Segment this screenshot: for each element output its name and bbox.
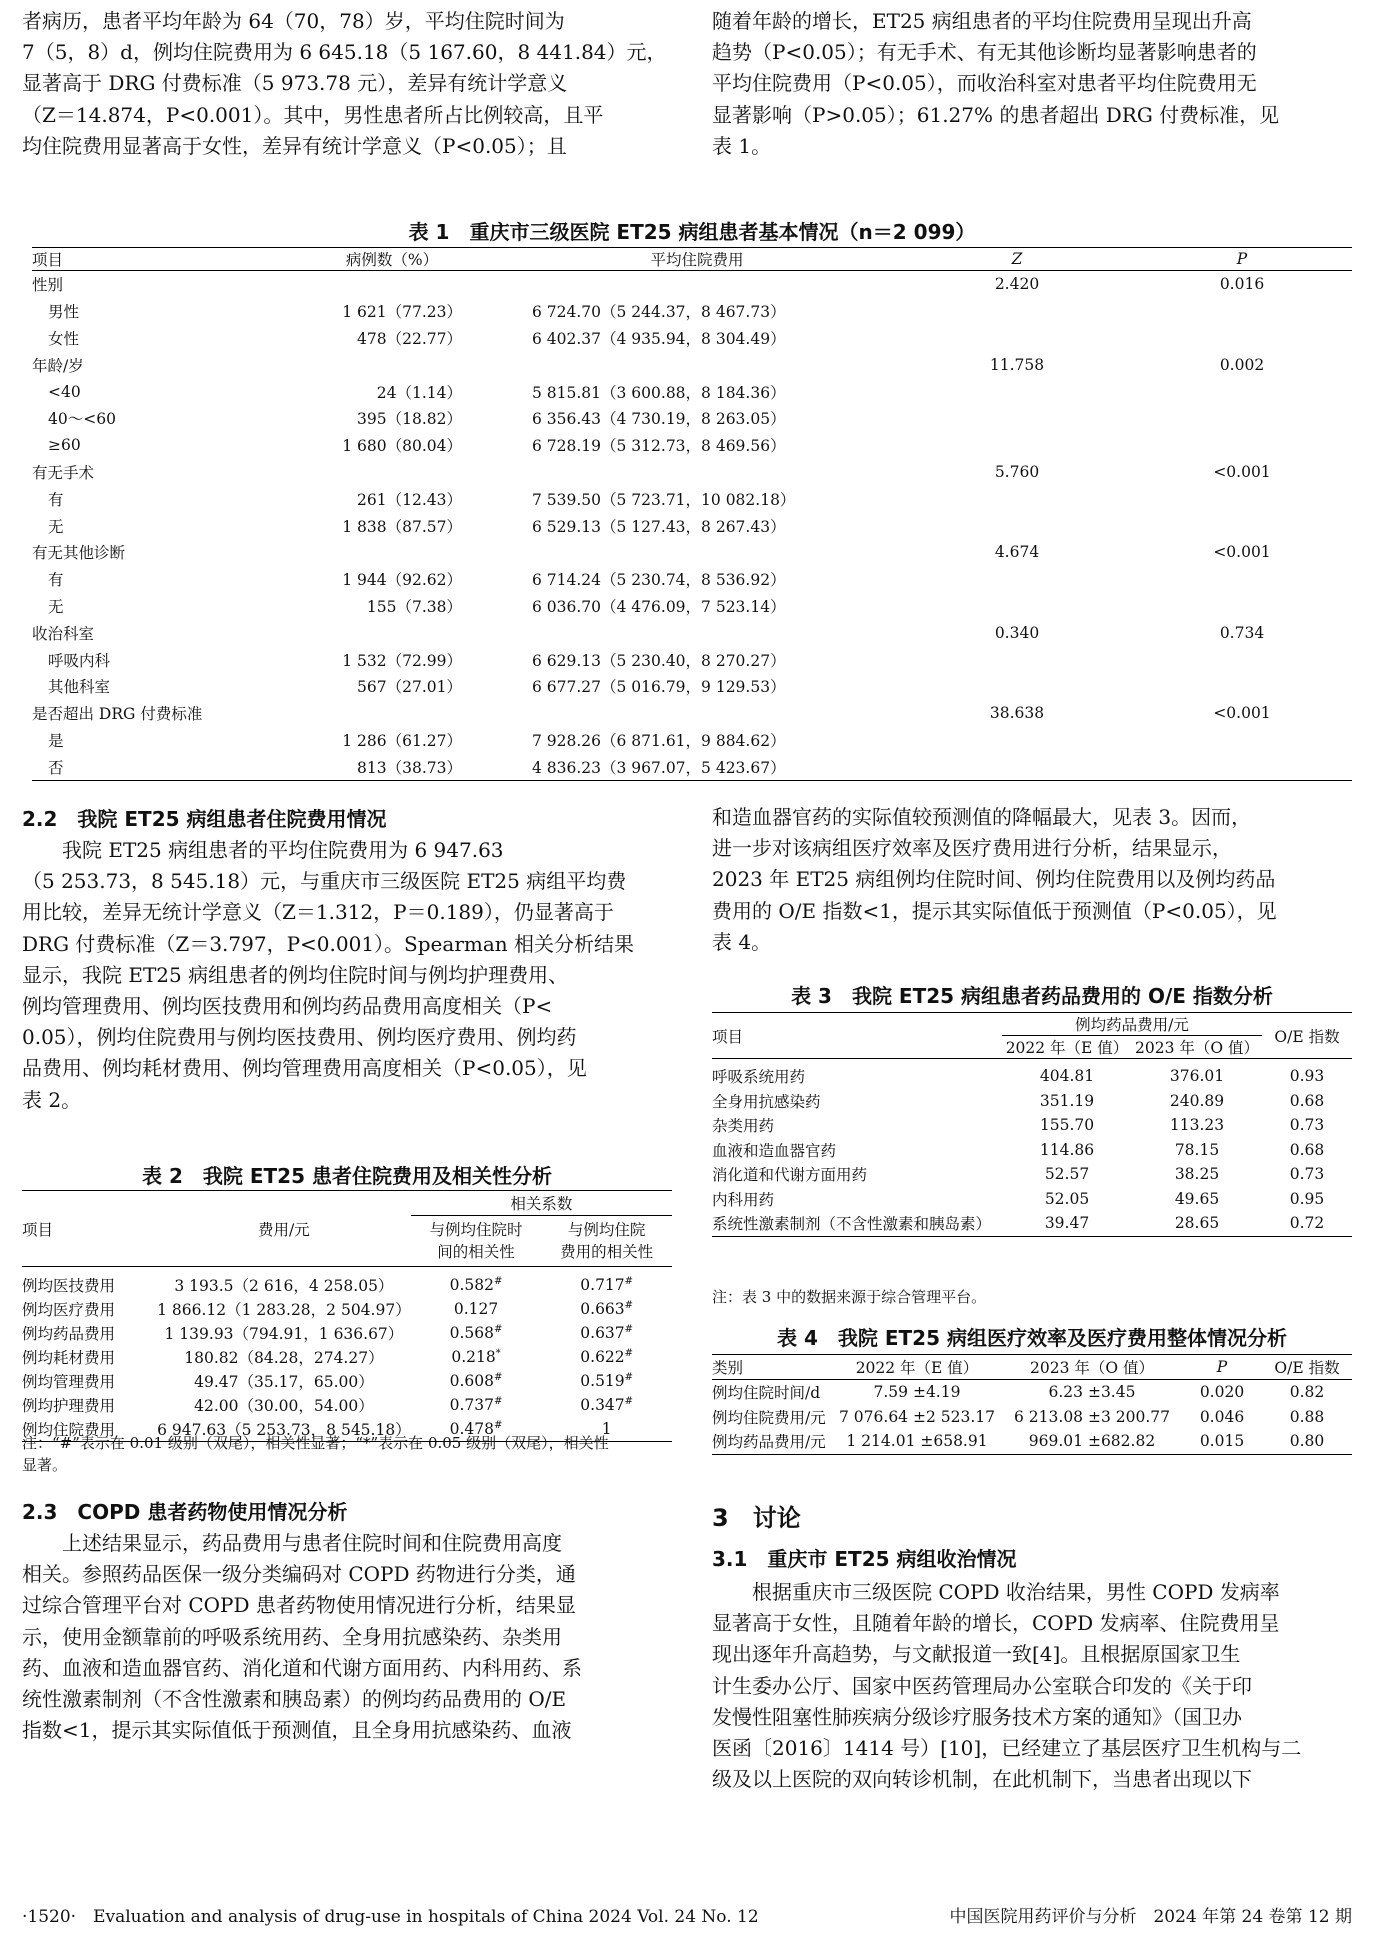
cell-item: 有无其他诊断 (32, 544, 126, 563)
cell-item: 例均医技费用 (22, 1277, 116, 1295)
section-3-1-body (712, 1577, 1352, 1795)
cell-corr-time: 0.608# (449, 1371, 503, 1391)
cell-p (1132, 485, 1352, 512)
cell-item: 杂类用药 (712, 1117, 775, 1136)
cell-2022: 52.57 (1044, 1165, 1090, 1184)
cell-p: 0.046 (1199, 1407, 1245, 1426)
text-line: 指数<1，提示其实际值低于预测值，且全身用抗感染药、血液 (22, 1718, 572, 1743)
section-2-2-body (22, 835, 672, 1116)
cell-oe: 0.80 (1289, 1432, 1325, 1451)
table1-caption: 表 1 重庆市三级医院 ET25 病组患者基本情况（n＝2 099） (408, 220, 976, 244)
text-line: 随着年龄的增长，ET25 病组患者的平均住院费用呈现出升高 (712, 9, 1252, 33)
cell-item: 无 (48, 597, 64, 616)
cell-cases: 261（12.43） (357, 490, 462, 509)
text-line: 平均住院费用（P<0.05），而收治科室对患者平均住院费用无 (712, 71, 1257, 96)
cell-category: 例均住院时间/d (712, 1384, 821, 1403)
t2-header-cost: 费用/元 (157, 1191, 411, 1267)
cell-z (902, 378, 1132, 405)
table2 (22, 1190, 672, 1442)
cell-corr-cost: 0.637# (580, 1323, 634, 1343)
cell-2022: 351.19 (1039, 1091, 1095, 1110)
text-line: 均住院费用显著高于女性，差异有统计学意义（P<0.05）；且 (22, 133, 567, 158)
cell-2022: 155.70 (1039, 1116, 1095, 1135)
cell-p: <0.001 (1213, 704, 1271, 723)
cell-cost: 7 539.50（5 723.71，10 082.18） (532, 490, 796, 509)
cell-item: 呼吸内科 (48, 651, 111, 670)
cell-cost: 6 728.19（5 312.73，8 469.56） (532, 437, 786, 456)
cell-cost: 6 714.24（5 230.74，8 536.92） (532, 571, 786, 590)
cell-cases: 813（38.73） (357, 758, 462, 777)
cell-z: 5.760 (994, 462, 1040, 481)
text-line: 显著高于 DRG 付费标准（5 973.78 元），差异有统计学意义 (22, 71, 568, 96)
cell-p (1132, 432, 1352, 459)
cell-z (902, 673, 1132, 700)
cell-corr-time: 0.127 (453, 1300, 499, 1318)
table3-note: 注：表 3 中的数据来源于综合管理平台。 (712, 1288, 987, 1306)
cell-p: 0.002 (1219, 355, 1265, 374)
cell-z: 38.638 (989, 704, 1045, 723)
cell-2023: 49.65 (1174, 1189, 1220, 1208)
cell-cases (292, 700, 492, 727)
cell-z (902, 566, 1132, 593)
cell-p (1132, 753, 1352, 780)
cell-z (902, 646, 1132, 673)
table-row (32, 673, 1352, 700)
table-row (32, 325, 1352, 352)
footer-right: 中国医院用药评价与分析 2024 年第 24 卷第 12 期 (949, 1907, 1352, 1927)
cell-z: 11.758 (989, 355, 1045, 374)
cell-cases: 478（22.77） (357, 329, 462, 348)
cell-cases (292, 539, 492, 566)
cell-cases: 155（7.38） (366, 597, 462, 616)
t3-header-oe: O/E 指数 (1262, 1013, 1352, 1059)
table-row (32, 432, 1352, 459)
table-row (32, 485, 1352, 512)
table2-note: 注：“#”表示在 0.01 级别（双尾），相关性显著；“*”表示在 0.05 级别（双尾），相关性 显著。 (22, 1434, 609, 1474)
top-right-paragraph (712, 6, 1352, 162)
cell-cost (492, 459, 902, 486)
table-row (712, 1380, 1352, 1405)
cell-p: <0.001 (1213, 462, 1271, 481)
cell-cases: 1 944（92.62） (342, 571, 462, 590)
cell-item: 系统性激素制剂（不含性激素和胰岛素） (712, 1215, 992, 1234)
cell-oe: 0.68 (1289, 1091, 1325, 1110)
cell-item: 例均医疗费用 (22, 1301, 116, 1319)
t2-header-c1: 与例均住院时 间的相关性 (411, 1216, 542, 1267)
cell-2022: 7.59 ±4.19 (873, 1383, 961, 1402)
cell-item: 例均管理费用 (22, 1373, 116, 1391)
text-line: 例均管理费用、例均医技费用和例均药品费用高度相关（P< (22, 994, 553, 1019)
cell-corr-time: 0.737# (449, 1395, 503, 1415)
cell-oe: 0.72 (1289, 1214, 1325, 1233)
table-row (712, 1059, 1352, 1089)
table-row (712, 1187, 1352, 1212)
table-row (32, 727, 1352, 754)
text-line: 统性激素制剂（不含性激素和胰岛素）的例均药品费用的 O/E (22, 1687, 567, 1712)
cell-p: 0.015 (1199, 1432, 1245, 1451)
cell-cost (492, 700, 902, 727)
table-row (32, 646, 1352, 673)
cell-item: 例均药品费用 (22, 1325, 116, 1343)
text-line: 和造血器官药的实际值较预测值的降幅最大，见表 3。因而， (712, 805, 1252, 829)
table-row (32, 351, 1352, 378)
cell-cases: 567（27.01） (357, 678, 462, 697)
table1 (32, 247, 1352, 781)
cell-corr-time: 0.568# (449, 1323, 503, 1343)
cell-cases: 1 838（87.57） (342, 517, 462, 536)
cell-item: 性别 (32, 276, 64, 295)
cell-p: 0.016 (1219, 275, 1265, 294)
table-row (32, 753, 1352, 780)
cell-p (1132, 325, 1352, 352)
cell-p (1132, 512, 1352, 539)
cell-2023: 28.65 (1174, 1214, 1220, 1233)
cell-cases (292, 351, 492, 378)
text-line: 过综合管理平台对 COPD 患者药物使用情况进行分析，结果显 (22, 1593, 576, 1618)
t1-header-item: 项目 (32, 248, 292, 271)
cell-p (1132, 378, 1352, 405)
cell-z (902, 405, 1132, 432)
text-line: DRG 付费标准（Z＝3.797，P<0.001）。Spearman 相关分析结果 (22, 931, 635, 956)
cell-cost: 6 356.43（4 730.19，8 263.05） (532, 410, 786, 429)
cell-cases: 1 621（77.23） (342, 303, 462, 322)
cell-item: 内科用药 (712, 1190, 775, 1209)
table-row (32, 539, 1352, 566)
cell-p (1132, 593, 1352, 620)
cell-cost: 6 677.27（5 016.79，9 129.53） (532, 678, 786, 697)
cell-item: 男性 (48, 303, 80, 322)
cell-p (1132, 298, 1352, 325)
cell-item: 年龄/岁 (32, 356, 84, 375)
text-line: 相关。参照药品医保一级分类编码对 COPD 药物进行分类，通 (22, 1562, 576, 1587)
table-row (32, 298, 1352, 325)
cell-z (902, 593, 1132, 620)
text-line: 0.05），例均住院费用与例均医技费用、例均医疗费用、例均药 (22, 1025, 577, 1050)
table4 (712, 1354, 1352, 1455)
table2-caption: 表 2 我院 ET25 患者住院费用及相关性分析 (142, 1164, 552, 1188)
text-line: 计生委办公厅、国家中医药管理局办公室联合印发的《关于印 (712, 1673, 1252, 1698)
cell-cost: 6 036.70（4 476.09，7 523.14） (532, 597, 786, 616)
text-line: （Z＝14.874，P<0.001）。其中，男性患者所占比例较高，且平 (22, 102, 604, 127)
cell-cases (292, 459, 492, 486)
table-row (32, 700, 1352, 727)
right-mid-paragraph (712, 802, 1352, 958)
cell-item: 其他科室 (48, 678, 111, 697)
cell-2022: 7 076.64 ±2 523.17 (839, 1407, 995, 1426)
cell-corr-cost: 0.663# (580, 1299, 634, 1319)
cell-corr-cost: 1 (601, 1420, 612, 1438)
cell-cost: 3 193.5（2 616，4 258.05） (174, 1277, 394, 1295)
table-row (32, 271, 1352, 298)
table-row (712, 1089, 1352, 1114)
t1-header-cost: 平均住院费用 (492, 248, 902, 271)
text-line: 现出逐年升高趋势，与文献报道一致[4]。且根据原国家卫生 (712, 1642, 1241, 1667)
cell-z (902, 727, 1132, 754)
cell-item: ≥60 (48, 436, 81, 455)
cell-cases: 1 532（72.99） (342, 651, 462, 670)
cell-p (1132, 673, 1352, 700)
table-row (32, 378, 1352, 405)
cell-cost (492, 619, 902, 646)
cell-2023: 113.23 (1169, 1116, 1225, 1135)
cell-corr-cost: 0.347# (580, 1395, 634, 1415)
cell-cost: 7 928.26（6 871.61，9 884.62） (532, 731, 786, 750)
cell-cases: 1 286（61.27） (342, 731, 462, 750)
text-line: 显著影响（P>0.05）；61.27% 的患者超出 DRG 付费标准，见 (712, 102, 1280, 127)
t2-header-item: 项目 (22, 1191, 157, 1267)
text-line: 示，使用金额靠前的呼吸系统用药、全身用抗感染药、杂类用 (22, 1624, 562, 1649)
text-line: （5 253.73，8 545.18）元，与重庆市三级医院 ET25 病组平均费 (22, 869, 627, 894)
cell-cost (492, 351, 902, 378)
cell-cases (292, 619, 492, 646)
section-2-3-title: 2.3 COPD 患者药物使用情况分析 (22, 1500, 348, 1524)
table3-caption: 表 3 我院 ET25 病组患者药品费用的 O/E 指数分析 (791, 984, 1273, 1008)
cell-2022: 52.05 (1044, 1189, 1090, 1208)
t2-header-c2: 与例均住院 费用的相关性 (541, 1216, 672, 1267)
table-row (712, 1405, 1352, 1430)
table4-caption: 表 4 我院 ET25 病组医疗效率及医疗费用整体情况分析 (777, 1326, 1287, 1350)
cell-p (1132, 727, 1352, 754)
cell-item: 有无手术 (32, 463, 95, 482)
table-row (712, 1113, 1352, 1138)
cell-item: <40 (48, 382, 81, 401)
table-row (32, 405, 1352, 432)
t4-header-2022: 2022 年（E 值） (832, 1355, 1002, 1380)
table-row (32, 619, 1352, 646)
cell-corr-cost: 0.717# (580, 1275, 634, 1295)
cell-cost: 1 866.12（1 283.28，2 504.97） (157, 1301, 411, 1319)
cell-p (1132, 566, 1352, 593)
table-row (32, 593, 1352, 620)
table-row (22, 1393, 672, 1417)
cell-cost: 49.47（35.17，65.00） (194, 1373, 374, 1391)
cell-oe: 0.68 (1289, 1140, 1325, 1159)
text-line: 者病历，患者平均年龄为 64（70，78）岁，平均住院时间为 (22, 9, 565, 33)
cell-p: <0.001 (1213, 543, 1271, 562)
t4-header-p: P (1182, 1355, 1262, 1380)
cell-item: 40～<60 (48, 410, 116, 429)
section-2-2-title: 2.2 我院 ET25 病组患者住院费用情况 (22, 807, 387, 831)
cell-cost: 6 529.13（5 127.43，8 267.43） (532, 517, 786, 536)
cell-item: 是 (48, 731, 64, 750)
text-line: 级及以上医院的双向转诊机制，在此机制下，当患者出现以下 (712, 1767, 1252, 1792)
cell-z (902, 512, 1132, 539)
cell-oe: 0.73 (1289, 1165, 1325, 1184)
table-row (712, 1138, 1352, 1163)
cell-cost: 4 836.23（3 967.07，5 423.67） (532, 758, 786, 777)
cell-category: 例均药品费用/元 (712, 1433, 826, 1452)
cell-item: 例均耗材费用 (22, 1349, 116, 1367)
section-2-3-body (22, 1528, 672, 1746)
text-line: 表 4。 (712, 929, 772, 954)
cell-item: 例均住院费用 (22, 1421, 116, 1439)
footer-left: ·1520· Evaluation and analysis of drug-use in hospitals of China 2024 Vol. 24 No. 12 (22, 1907, 759, 1927)
cell-cases: 395（18.82） (357, 410, 462, 429)
text-line: 上述结果显示，药品费用与患者住院时间和住院费用高度 (62, 1531, 562, 1555)
text-line: 我院 ET25 病组患者的平均住院费用为 6 947.63 (62, 838, 504, 862)
table-row (22, 1345, 672, 1369)
t4-header-2023: 2023 年（O 值） (1002, 1355, 1182, 1380)
cell-2022: 39.47 (1044, 1214, 1090, 1233)
table-row (712, 1429, 1352, 1454)
text-line: 费用的 O/E 指数<1，提示其实际值低于预测值（P<0.05），见 (712, 898, 1277, 923)
cell-cost: 1 139.93（794.91，1 636.67） (164, 1325, 404, 1343)
cell-2023: 78.15 (1174, 1140, 1220, 1159)
cell-category: 例均住院费用/元 (712, 1408, 826, 1427)
cell-corr-time: 0.218* (451, 1347, 501, 1367)
text-line: 趋势（P<0.05）；有无手术、有无其他诊断均显著影响患者的 (712, 40, 1257, 65)
cell-cost: 6 629.13（5 230.40，8 270.27） (532, 651, 786, 670)
text-line: 进一步对该病组医疗效率及医疗费用进行分析，结果显示， (712, 836, 1232, 861)
text-line: 药、血液和造血器官药、消化道和代谢方面用药、内科用药、系 (22, 1655, 582, 1680)
cell-item: 无 (48, 517, 64, 536)
text-line: 根据重庆市三级医院 COPD 收治结果，男性 COPD 发病率 (752, 1580, 1280, 1604)
table-row (712, 1211, 1352, 1236)
cell-cases: 24（1.14） (376, 383, 462, 402)
cell-z: 4.674 (994, 543, 1040, 562)
cell-2023: 240.89 (1169, 1091, 1225, 1110)
t4-header-oe: O/E 指数 (1262, 1355, 1352, 1380)
cell-2023: 969.01 ±682.82 (1028, 1432, 1156, 1451)
text-line: 发慢性阻塞性肺疾病分级诊疗服务技术方案的通知》（国卫办 (712, 1704, 1242, 1729)
cell-oe: 0.95 (1289, 1189, 1325, 1208)
text-line: 表 2。 (22, 1087, 82, 1112)
cell-cost: 5 815.81（3 600.88，8 184.36） (532, 383, 786, 402)
cell-cost: 6 947.63（5 253.73，8 545.18） (157, 1421, 411, 1439)
t3-header-item: 项目 (712, 1013, 1002, 1059)
cell-item: 呼吸系统用药 (712, 1068, 806, 1087)
table-row (712, 1162, 1352, 1187)
cell-item: 有 (48, 571, 64, 590)
cell-item: 否 (48, 758, 64, 777)
cell-item: 是否超出 DRG 付费标准 (32, 705, 203, 724)
cell-corr-cost: 0.519# (580, 1371, 634, 1391)
cell-z (902, 485, 1132, 512)
table-row (32, 512, 1352, 539)
cell-z (902, 298, 1132, 325)
t1-header-z: Z (902, 248, 1132, 271)
cell-cost: 42.00（30.00，54.00） (194, 1397, 374, 1415)
cell-p: 0.020 (1199, 1383, 1245, 1402)
cell-2023: 6 213.08 ±3 200.77 (1014, 1407, 1170, 1426)
cell-z: 2.420 (994, 275, 1040, 294)
table-row (22, 1297, 672, 1321)
cell-corr-cost: 0.622# (580, 1347, 634, 1367)
text-line: 显示，我院 ET25 病组患者的例均住院时间与例均护理费用、 (22, 962, 569, 987)
cell-item: 全身用抗感染药 (712, 1092, 821, 1111)
cell-z (902, 432, 1132, 459)
cell-cost: 6 724.70（5 244.37，8 467.73） (532, 303, 786, 322)
cell-corr-time: 0.582# (449, 1275, 503, 1295)
cell-item: 血液和造血器官药 (712, 1141, 837, 1160)
cell-item: 有 (48, 490, 64, 509)
t1-header-cases: 病例数（%） (292, 248, 492, 271)
t4-header-category: 类别 (712, 1355, 832, 1380)
cell-z (902, 325, 1132, 352)
cell-oe: 0.93 (1289, 1067, 1325, 1086)
text-line: 用比较，差异无统计学意义（Z＝1.312，P＝0.189），仍显著高于 (22, 900, 614, 925)
cell-oe: 0.73 (1289, 1116, 1325, 1135)
cell-oe: 0.88 (1289, 1407, 1325, 1426)
cell-cases (292, 271, 492, 298)
cell-2023: 376.01 (1169, 1067, 1225, 1086)
table-row (22, 1321, 672, 1345)
text-line: 2023 年 ET25 病组例均住院时间、例均住院费用以及例均药品 (712, 867, 1276, 892)
cell-2022: 1 214.01 ±658.91 (846, 1432, 988, 1451)
t3-header-2023: 2023 年（O 值） (1132, 1036, 1262, 1059)
cell-cost (492, 271, 902, 298)
cell-cost: 180.82（84.28，274.27） (184, 1349, 384, 1367)
cell-p (1132, 405, 1352, 432)
t3-header-2022: 2022 年（E 值） (1002, 1036, 1132, 1059)
table3 (712, 1012, 1352, 1237)
t3-header-group: 例均药品费用/元 (1002, 1013, 1262, 1036)
cell-z: 0.340 (994, 623, 1040, 642)
cell-cases: 1 680（80.04） (342, 437, 462, 456)
cell-item: 例均护理费用 (22, 1397, 116, 1415)
table-row (32, 566, 1352, 593)
text-line: 表 1。 (712, 133, 772, 158)
cell-2022: 404.81 (1039, 1067, 1095, 1086)
top-left-paragraph (22, 6, 672, 162)
cell-cost (492, 539, 902, 566)
cell-z (902, 753, 1132, 780)
table-row (32, 459, 1352, 486)
text-line: 显著高于女性，且随着年龄的增长，COPD 发病率、住院费用呈 (712, 1611, 1280, 1636)
cell-corr-time: 0.478# (449, 1419, 503, 1439)
cell-oe: 0.82 (1289, 1383, 1325, 1402)
cell-p (1132, 646, 1352, 673)
cell-p: 0.734 (1219, 623, 1265, 642)
table-row (22, 1267, 672, 1298)
section-3-title: 3 讨论 (712, 1504, 801, 1532)
cell-2022: 114.86 (1039, 1140, 1095, 1159)
table-row (22, 1369, 672, 1393)
cell-item: 女性 (48, 329, 80, 348)
text-line: 品费用、例均耗材费用、例均管理费用高度相关（P<0.05），见 (22, 1056, 587, 1081)
cell-item: 消化道和代谢方面用药 (712, 1166, 868, 1185)
cell-2023: 6.23 ±3.45 (1048, 1383, 1136, 1402)
section-3-1-title: 3.1 重庆市 ET25 病组收治情况 (712, 1547, 1017, 1571)
t1-header-p: P (1132, 248, 1352, 271)
cell-2023: 38.25 (1174, 1165, 1220, 1184)
text-line: 医函〔2016〕1414 号）[10]，已经建立了基层医疗卫生机构与二 (712, 1736, 1302, 1761)
cell-cost: 6 402.37（4 935.94，8 304.49） (532, 329, 786, 348)
t2-header-group: 相关系数 (411, 1191, 672, 1216)
cell-item: 收治科室 (32, 624, 95, 643)
text-line: 7（5，8）d，例均住院费用为 6 645.18（5 167.60，8 441.84）元， (22, 40, 667, 65)
